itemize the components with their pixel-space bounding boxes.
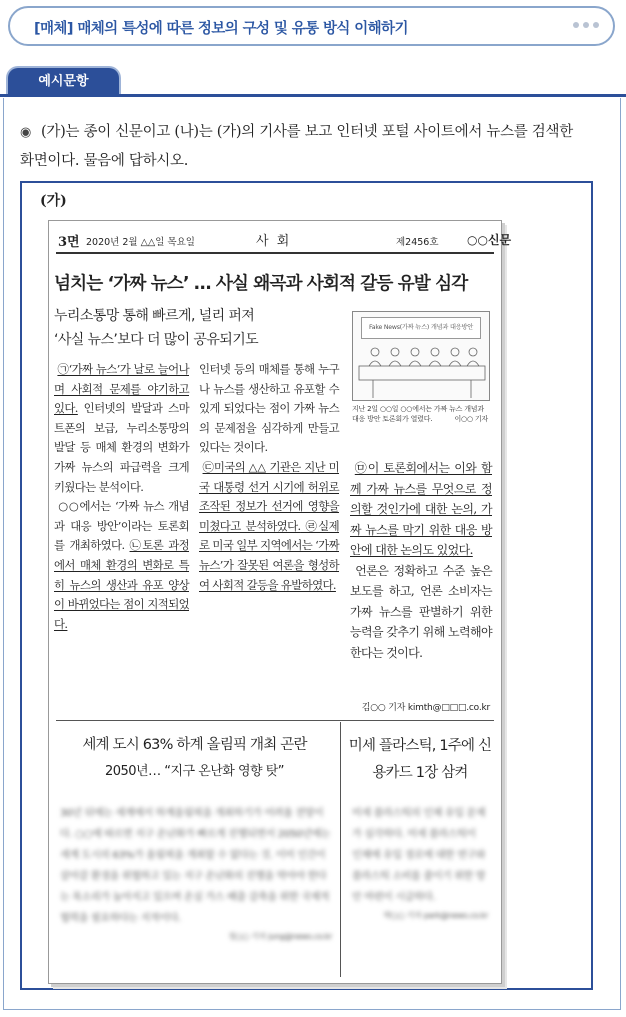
question-prompt bbox=[20, 118, 610, 176]
blurred-text: 미세 플라스틱의 인체 유입 문제가 심각하다. 미세 플라스틱이 인체에 유입 경로에 대한 연구와 플라스틱 소비를 줄이기 위한 방안 마련이 시급하다. bbox=[352, 808, 486, 903]
caption-text: 지난 2일 ○○일 ○○에서는 가짜 뉴스 개념과 대응 방안 토론회가 열렸다. bbox=[352, 405, 484, 423]
lesson-title: [매체] 매체의 특성에 따른 정보의 구성 및 유통 방식 이해하기 bbox=[34, 21, 408, 37]
bottom-article-2-body bbox=[352, 803, 488, 924]
article-column-2 bbox=[199, 360, 339, 595]
column-divider bbox=[340, 722, 341, 977]
blurred-text: 30년 뒤에는 세계에서 하계올림픽을 개최하기가 어려울 전망이다. ○○에 따르면 지구 온난화가 빠르게 진행되면서 2050년에는 세계 도시의 63%가 올림픽을 개최할 수 없다는 것. 이미 인간이 살아갈 환경을 위협하고 있는 지구 온난화의 진행을 막아야 한다는 목소리가 높아지고 있으며 온실 가스 배출 감축을 위한 국제적 협력을 필요하다는 지적이다. bbox=[60, 808, 331, 924]
underlined-sentence-d: ㉣실제로 미국 일부 지역에서는 ‘가짜 뉴스’가 잘못된 여론을 형성하여 사회적 갈등을 유발하였다. bbox=[199, 518, 339, 592]
article-column-3 bbox=[350, 458, 492, 663]
panel-illustration bbox=[353, 312, 489, 400]
column-text: 인터넷의 발달과 스마트폰의 보급, 누리소통망의 발달 등 매체 환경의 변화가 가짜 뉴스의 파급력을 크게 키웠다는 분석이다. bbox=[54, 401, 189, 494]
reporter-byline: 김○○ 기자 kimth@□□□.co.kr bbox=[361, 703, 490, 713]
bullet-icon: ◉ bbox=[20, 125, 32, 140]
prompt-line-1: (가)는 종이 신문이고 (나)는 (가)의 기사를 보고 인터넷 포털 사이트에서 뉴스를 검색한 bbox=[41, 124, 573, 140]
photo-credit: 이○○ 기자 bbox=[454, 415, 488, 423]
article-subhead bbox=[54, 304, 344, 352]
column-text: 인터넷 등의 매체를 통해 누구나 뉴스를 생산하고 유포할 수 있게 되었다는 점이 가짜 뉴스의 문제점을 심각하게 만들고 있다는 것이다. bbox=[199, 362, 339, 455]
article-headline: 넘치는 ‘가짜 뉴스’ … 사실 왜곡과 사회적 갈등 유발 심각 bbox=[54, 274, 468, 294]
section-rule bbox=[56, 720, 494, 721]
more-dots-icon[interactable] bbox=[573, 22, 599, 28]
lesson-title-bar bbox=[8, 6, 615, 46]
article-column-1 bbox=[54, 360, 189, 634]
photo-banner: Fake News(가짜 뉴스) 개념과 대응방안 bbox=[361, 317, 481, 339]
blurred-signature: 정○○ 기자 jung@news.co.kr bbox=[228, 932, 332, 941]
tab-divider bbox=[0, 94, 626, 97]
prompt-line-2: 화면이다. 물음에 답하시오. bbox=[20, 153, 189, 169]
discussion-photo bbox=[352, 311, 490, 401]
column-text: ○○에서는 ‘가짜 뉴스 개념과 대응 방안’이라는 토론회를 개최하였다. bbox=[54, 499, 189, 553]
section-name: 사 회 bbox=[256, 234, 292, 249]
issue-date: 2020년 2월 △△일 목요일 bbox=[86, 237, 195, 248]
subhead-line-2: ‘사실 뉴스’보다 더 많이 공유되기도 bbox=[54, 332, 259, 348]
bottom-article-1-body bbox=[60, 803, 332, 945]
material-label: (가) bbox=[40, 193, 67, 209]
example-question-tab[interactable]: 예시문항 bbox=[6, 66, 121, 95]
bottom-article-2-title: 미세 플라스틱, 1주에 신용카드 1장 삼켜 bbox=[348, 738, 492, 781]
underlined-sentence-e: ㉤이 토론회에서는 이와 함께 가짜 뉴스를 무엇으로 정의할 것인가에 대한 논의, 가짜 뉴스를 막기 위한 대응 방안에 대한 논의도 있었다. bbox=[350, 461, 492, 557]
blurred-signature: 박○○ 기자 park@news.co.kr bbox=[383, 911, 488, 920]
issue-number: 제2456호 bbox=[396, 237, 439, 248]
newspaper-header bbox=[56, 228, 512, 252]
underlined-sentence-c: ㉢미국의 △△ 기관은 지난 미국 대통령 선거 시기에 허위로 조작된 정보가 선거에 영향을 미쳤다고 분석하였다. bbox=[199, 459, 339, 533]
header-rule bbox=[56, 252, 494, 254]
page-number: 3면 bbox=[58, 235, 80, 250]
photo-caption bbox=[352, 404, 492, 424]
newspaper-name: ○○신문 bbox=[467, 233, 512, 247]
underlined-sentence-a: ㉠‘가짜 뉴스’가 날로 늘어나며 사회적 문제를 야기하고 있다. bbox=[54, 362, 189, 416]
underlined-sentence-b: ㉡토론 과정에서 매체 환경의 변화로 특히 뉴스의 생산과 유포 양상이 바뀌었다는 점이 지적되었다. bbox=[54, 538, 189, 631]
subhead-line-1: 누리소통망 통해 빠르게, 널리 퍼져 bbox=[54, 308, 255, 324]
column-text: 언론은 정확하고 수준 높은 보도를 하고, 언론 소비자는 가짜 뉴스를 판별하기 위한 능력을 갖추기 위해 노력해야 한다는 것이다. bbox=[350, 563, 493, 660]
bottom-article-1-subtitle: 2050년… “지구 온난화 영향 탓” bbox=[104, 764, 285, 779]
bottom-article-1-title: 세계 도시 63% 하계 올림픽 개최 곤란 bbox=[82, 737, 307, 753]
